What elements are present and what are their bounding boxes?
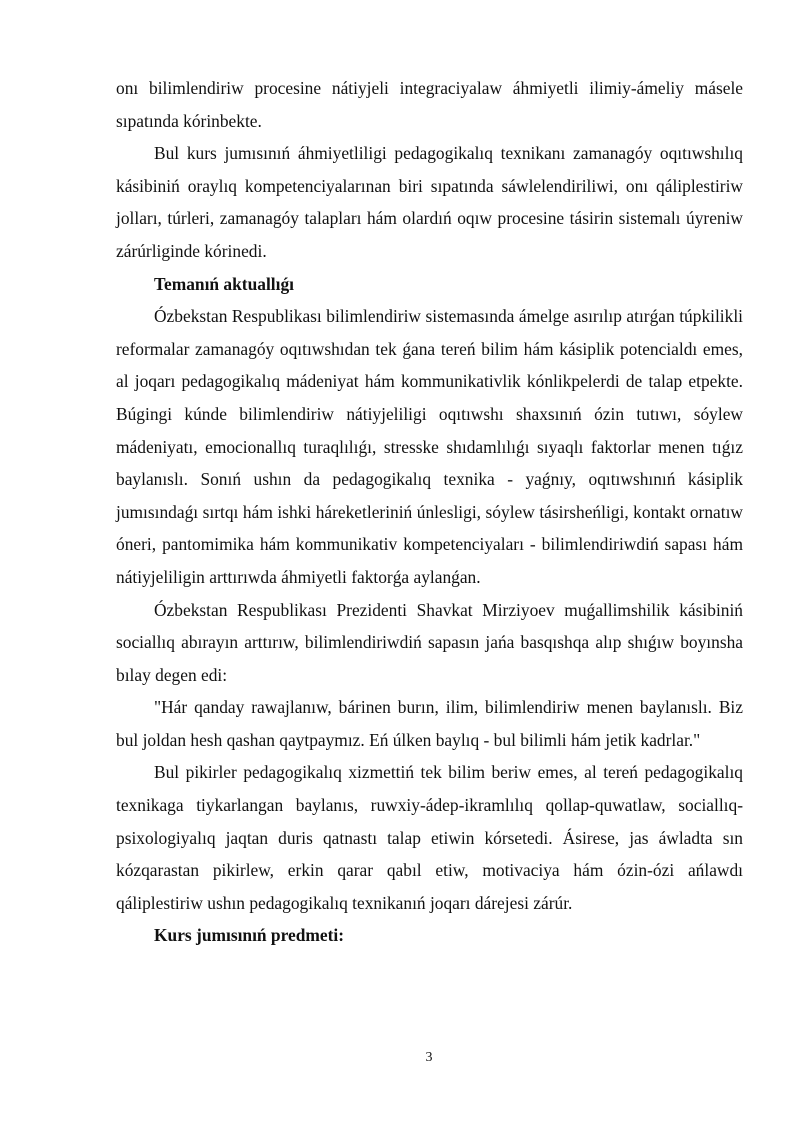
paragraph-continuation: onı bilimlendiriw procesine nátiyjeli integraciyalaw áhmiyetli ilimiy-ámeliy másele sıpatında kórinbekte. (116, 78, 743, 131)
paragraph-pedagogical-service: Bul pikirler pedagogikalıq xizmettiń tek bilim beriw emes, al tereń pedagogikalıq texnikaga tiykarlangan baylanıs, ruwxiy-ádep-ikramlılıq qollap-quwatlaw, sociallıq-psixologiyalıq jaqtan duris qatnastı talap etiwin kórsetedi. Ásirese, jas áwladta sın kózqarastan pikirlew, erkin qarar qabıl etiw, motivaciya hám ózin-ózi ańlawdı qáliplestiriw ushın pedagogikalıq texnikanıń joqarı dárejesi zárúr. (116, 762, 743, 913)
paragraph-quote: "Hár qanday rawajlanıw, bárinen burın, ilim, bilimlendiriw menen baylanıslı. Biz bul joldan hesh qashan qaytpaymız. Eń úlken baylıq - bul bilimli hám jetik kadrlar." (116, 697, 743, 750)
paragraph-president-statement-intro: Ózbekstan Respublikası Prezidenti Shavkat Mirziyoev muǵallimshilik kásibiniń sociallıq abırayın arttırıw, bilimlendiriwdiń sapasın jańa basqıshqa alıp shıǵıw boyınsha bılay degen edi: (116, 599, 743, 685)
paragraph-relevance-of-course-work: Bul kurs jumısınıń áhmiyetliligi pedagogikalıq texnikanı zamanagóy oqıtıwshılıq kásibiniń oraylıq kompetenciyalarınan biri sıpatında sáwlelendiriliwi, onı qáliplestiriw jolları, túrleri, zamanagóy talapları hám olardıń oqıw procesine tásirin sistemalı úyreniw zárúrliginde kórinedi. (116, 143, 743, 261)
section-heading-course-subject: Kurs jumısınıń predmeti: (154, 925, 345, 946)
page-body (116, 72, 743, 952)
section-heading-topic-actuality: Temanıń aktuallıǵı (154, 273, 294, 294)
paragraph-education-reforms: Ózbekstan Respublikası bilimlendiriw sistemasında ámelge asırılıp atırǵan túpkilikli reformalar zamanagóy oqıtıwshıdan tek ǵana tereń bilim hám kásiplik potencialdı emes, al joqarı pedagogikalıq mádeniyat hám kommunikativlik kónlikpelerdi de talap etpekte. Búgingi kúnde bilimlendiriw nátiyjeliligi oqıtıwshı shaxsınıń ózin tutıwı, sóylew mádeniyatı, emocionallıq turaqlılıǵı, stresske shıdamlılıǵı sıyaqlı faktorlar menen tıǵız baylanıslı. Sonıń ushın da pedagogikalıq texnika - yaǵnıy, oqıtıwshınıń kásiplik jumısındaǵı sırtqı hám ishki háreketleriniń únlesligi, sóylew tásirsheńligi, kontakt ornatıw óneri, pantomimika hám kommunikativ kompetenciyaları - bilimlendiriwdiń sapası hám nátiyjeliligin arttırıwda áhmiyetli faktorǵa aylanǵan. (116, 306, 743, 587)
page-number: 3 (425, 1050, 433, 1065)
